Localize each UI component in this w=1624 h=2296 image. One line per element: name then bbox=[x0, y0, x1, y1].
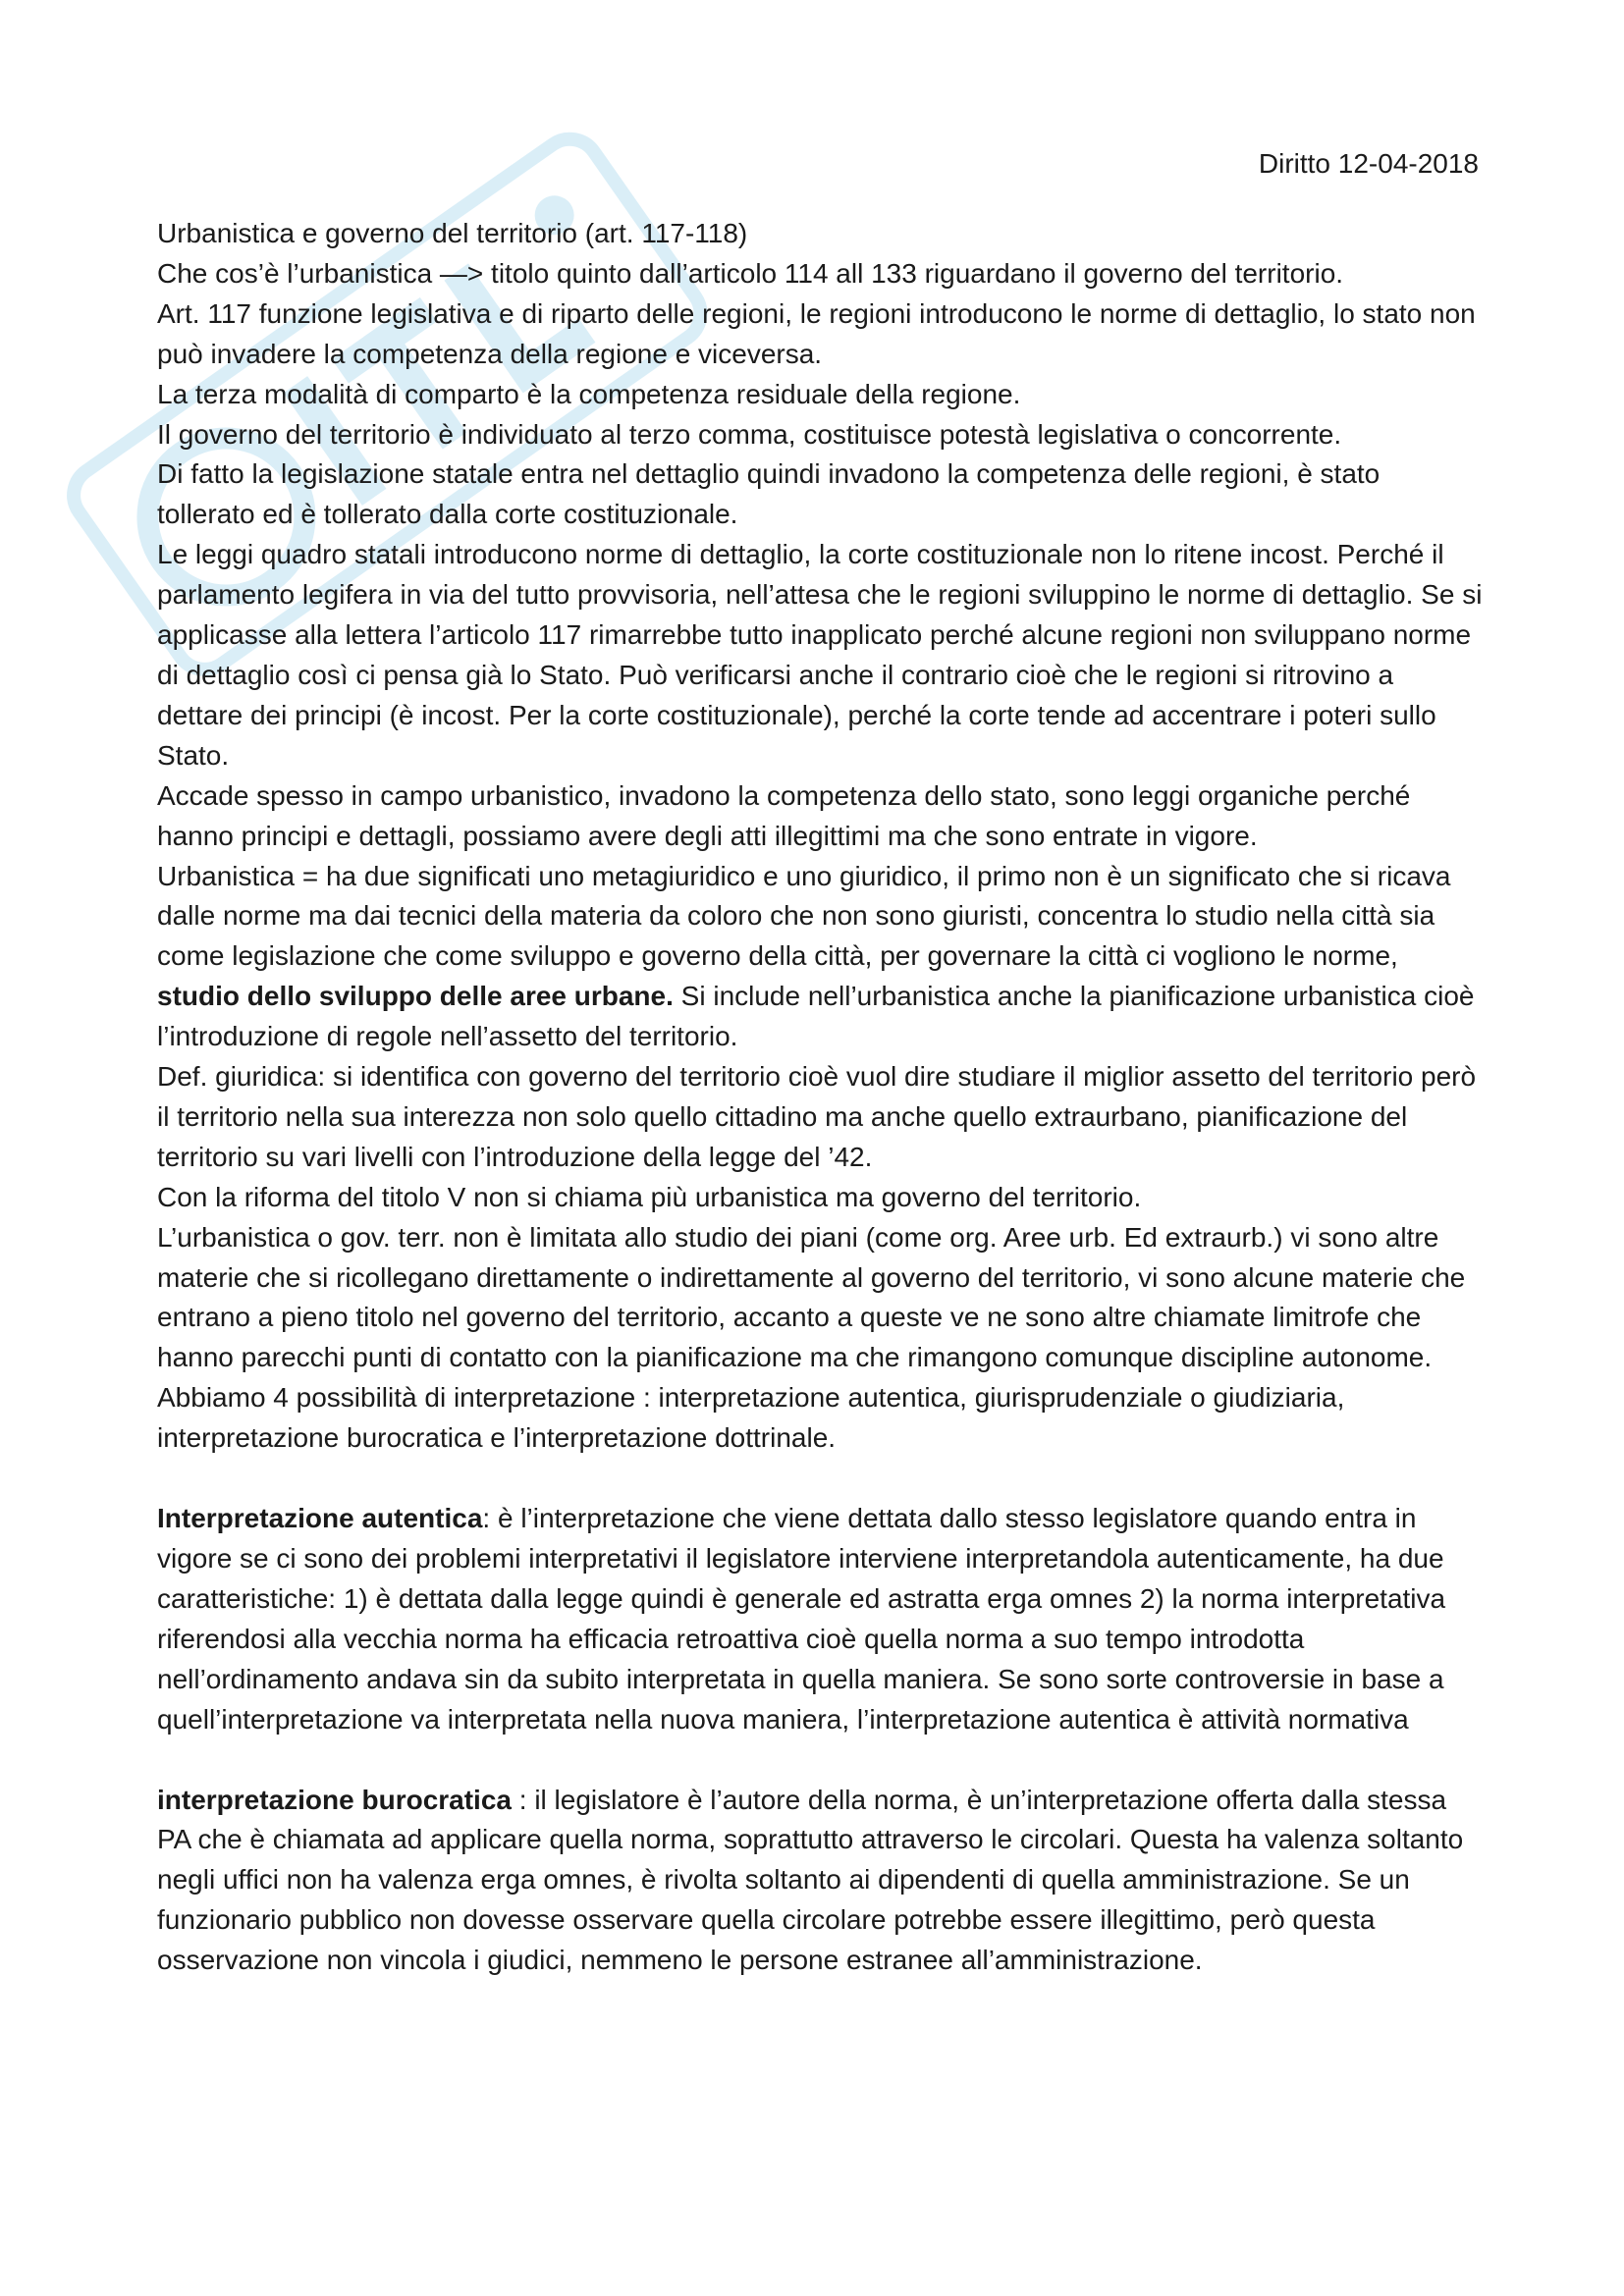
paragraph-interpretazione-autentica bbox=[157, 1499, 1483, 1739]
term-heading: interpretazione burocratica bbox=[157, 1784, 512, 1815]
paragraph: Art. 117 funzione legislativa e di riparto delle regioni, le regioni introducono le norme di dettaglio, lo stato non può invadere la competenza della regione e viceversa. bbox=[157, 297, 1476, 369]
text-run: Si include nell’urbanistica anche la pianificazione urbanistica cioè l’introduzione di regole nell’assetto del territorio. bbox=[157, 981, 1475, 1052]
paragraph: Le leggi quadro statali introducono norme di dettaglio, la corte costituzionale non lo ritene incost. Perché il parlamento legifera in via del tutto provvisoria, nell’attesa che le regioni sviluppino le norme di dettaglio. Se si applicasse alla lettera l’articolo 117 rimarrebbe tutto inapplicato perché alcune regioni non sviluppano norme di dettaglio così ci pensa già lo Stato. Può verificarsi anche il contrario cioè che le regioni si ritrovino a dettare dei principi (è incost. Per la corte costituzionale), perché la corte tende ad accentrare i poteri sullo Stato. bbox=[157, 539, 1483, 771]
paragraph-interpretazione-burocratica bbox=[157, 1781, 1483, 1982]
paragraph: Def. giuridica: si identifica con governo del territorio cioè vuol dire studiare il miglior assetto del territorio però il territorio nella sua interezza non solo quello cittadino ma anche quello extraurbano, pianificazione del territorio su vari livelli con l’introduzione della legge del ’42. bbox=[157, 1061, 1477, 1172]
paragraph: La terza modalità di comparto è la competenza residuale della regione. bbox=[157, 378, 1021, 409]
paragraph: Abbiamo 4 possibilità di interpretazione : interpretazione autentica, giurisprudenziale o giudiziaria, interpretazione burocratica e l’interpretazione dottrinale. bbox=[157, 1382, 1345, 1454]
text-run: : è l’interpretazione che viene dettata dallo stesso legislatore quando entra in vigore se ci sono dei problemi interpretativi il legislatore interviene interpretandola autenticamente, ha due caratteristiche: 1) è dettata dalla legge quindi è generale ed astratta erga omnes 2) la norma interpretativa riferendosi alla vecchia norma ha efficacia retroattiva cioè quella norma a suo tempo introdotta nell’ordinamento andava sin da subito interpretata in quella maniera. Se sono sorte controversie in base a quell’interpretazione va interpretata nella nuova maniera, l’interpretazione autentica è attività normativa bbox=[157, 1503, 1446, 1735]
term-heading: Interpretazione autentica bbox=[157, 1503, 483, 1534]
paragraph: Che cos’è l’urbanistica —> titolo quinto dall’articolo 114 all 133 riguardano il governo del territorio. bbox=[157, 257, 1344, 289]
text-run: Urbanistica = ha due significati uno metagiuridico e uno giuridico, il primo non è un significato che si ricava dalle norme ma dai tecnici della materia da coloro che non sono giuristi, concentra lo studio nella città sia come legislazione che come sviluppo e governo della città, per governare la città ci vogliono le norme, bbox=[157, 860, 1451, 972]
document-body bbox=[157, 214, 1483, 1981]
paragraph: L’urbanistica o gov. terr. non è limitata allo studio dei piani (come org. Aree urb. Ed extraurb.) vi sono altre materie che si ricollegano direttamente o indirettamente al governo del territorio, vi sono alcune materie che entrano a pieno titolo nel governo del territorio, accanto a queste ve ne sono altre chiamate limitrofe che hanno parecchi punti di contatto con la pianificazione ma che rimangono comunque discipline autonome. bbox=[157, 1221, 1466, 1373]
paragraph-spacer bbox=[157, 1459, 1483, 1499]
paragraph: Accade spesso in campo urbanistico, invadono la competenza dello stato, sono leggi organiche perché hanno principi e dettagli, possiamo avere degli atti illegittimi ma che sono entrate in vigore. bbox=[157, 779, 1411, 851]
paragraph: Di fatto la legislazione statale entra nel dettaglio quindi invadono la competenza delle regioni, è stato tollerato ed è tollerato dalla corte costituzionale. bbox=[157, 458, 1380, 530]
paragraph-title-line: Urbanistica e governo del territorio (art. 117-118) bbox=[157, 218, 748, 248]
text-run: : il legislatore è l’autore della norma, è un’interpretazione offerta dalla stessa PA che è chiamata ad applicare quella norma, soprattutto attraverso le circolari. Questa ha valenza soltanto negli uffici non ha valenza erga omnes, è rivolta soltanto ai dipendenti di quella amministrazione. Se un funzionario pubblico non dovesse osservare quella circolare potrebbe essere illegittimo, però questa osservazione non vincola i giudici, nemmeno le persone estranee all’amministrazione. bbox=[157, 1784, 1464, 1976]
paragraph: Il governo del territorio è individuato al terzo comma, costituisce potestà legislativa o concorrente. bbox=[157, 418, 1342, 450]
document-date-header: Diritto 12-04-2018 bbox=[1258, 148, 1479, 179]
paragraph: Con la riforma del titolo V non si chiama più urbanistica ma governo del territorio. bbox=[157, 1181, 1142, 1212]
paragraph-urbanistica bbox=[157, 857, 1483, 1058]
bold-phrase: studio dello sviluppo delle aree urbane. bbox=[157, 981, 674, 1012]
paragraph-spacer bbox=[157, 1740, 1483, 1781]
